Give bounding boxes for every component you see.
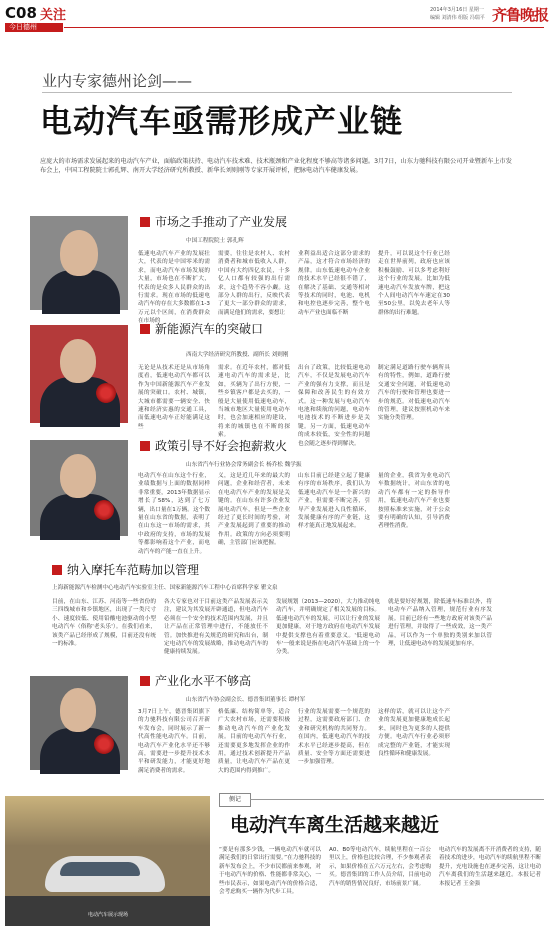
sidebar-headline: 电动汽车离生活越来越近 xyxy=(230,814,440,836)
section-5-col-3: 行业的发展需要一个规范的过程，这需要政府部门、企业和研究机构的共同努力。在国内，低速电动汽车的技术水平已经逐步提高，但在质量、安全等方面还需要进一步加强管理。 xyxy=(298,709,370,766)
expert-photo-5 xyxy=(30,676,128,770)
car-show-photo xyxy=(5,796,210,926)
issue-date: 2014年3月16日 星期一 xyxy=(430,7,484,13)
section-name: 关注 xyxy=(40,8,67,23)
sidebar-col-1: “要是有那多少钱，一辆电动汽车就可以满足我们的日常出行需要。”在力驰科技的新车发布会上，不少市民都前来参观，对于电动汽车的价格、性能都非常关心，一些市民表示，如果电动汽车的价格合适，会考虑购买一辆作为代步工具。 xyxy=(219,847,321,896)
section-5-col-1: 3月7日上午，德晋集团旗下的力驰科技有限公司召开新车发布会，同时展示了新一代高性能电动汽车。目前，电动汽车产业化水平还不够高，需要进一步提升技术水平和研发能力，才能更好地满足消费者的需求。 xyxy=(138,709,210,774)
kicker: 业内专家德州论剑—— xyxy=(42,72,193,90)
section-4-heading: 纳入摩托车范畴加以管理 xyxy=(52,561,199,578)
section-5-byline: 山东省汽车协会副会长、德晋集团董事长 谭村军 xyxy=(186,697,306,703)
kicker-rule xyxy=(42,92,512,93)
sidebar-col-3: 电动汽车的发展离不开消费者的支持，随着技术的进步，电动汽车的续航里程不断提升，充电设施也在逐步完善，这让电动汽车离我们的生活越来越近。本报记者 本报记者 王金强 xyxy=(439,847,541,887)
section-4-byline: 上海新能源汽车检测中心电动汽车实验室主任、国家新能源汽车工程中心首席科学家 瞿文泉 xyxy=(52,585,278,591)
section-2-heading: 新能源汽车的突破口 xyxy=(140,320,263,337)
section-2-byline: 西南大学经济研究所教授、副所长 刘则刚 xyxy=(186,352,289,358)
section-2-col-3: 出台了政策，比较低速电动汽车，不仅是发展电动汽车产业的强有力支撑，而且是保障和改善民生的有效方式。这一种发展与电动汽车电池和续航的问题，电动车电池技术的不断进步是关键。另一方面，低速电动车的成本较低，安全性的问题也会随之逐步得到解决。 xyxy=(298,365,370,447)
section-3-col-3: 山东目前已经建立起了健康有序的市场秩序，我们认为低速电动汽车是一个新兴的产业，但需要不断完善，引导产业发展进入良性循环，发展健康有序的产业链，这样才能真正地发展起来。 xyxy=(298,473,370,530)
section-3-col-2: 义，这是近几年来的最大的问题，企业和经营者，未来在电动汽车产业的发展是关键的。在山东有许多企业发展电动汽车，但是一些企业经过了更长时间的考验，对产业发展起到了重要的推动作用。政策的方向必须要明确，主管部门应该把握。 xyxy=(218,473,290,547)
subsection-name: 今日德州 xyxy=(5,23,63,32)
section-2-col-4: 制定满足道路行驶车辆所具有的特性，例如，道路行驶交通安全问题，对低速电动汽车的行驶和管理也要进一步的规范。对低速电动汽车的管理，建议按照机动车来实施分类管理。 xyxy=(378,365,450,422)
section-4-col-3: 发展规划（2013—2020），大力推动纯电动汽车，并明确规定了相关发展的目标。低速电动汽车的发展，可以让行业的发展更加健康，对于地方政府在电动汽车发展中提供支撑也有着重要意义。'低速电动车'一般来说是指在电动汽车基础上的一个分类。 xyxy=(276,599,380,656)
section-1-heading: 市场之手推动了产业发展 xyxy=(140,213,287,230)
editor-line: 编辑 刘清伟 组版 冯瑞平 xyxy=(430,15,485,21)
section-4-col-4: 就是要好好规划，除低速车标准以外，将电动车产品纳入管理，规范行业有序发展。目前已经有一些地方政府对该类产品进行管理，并取得了一些成效，这一类产品，可以作为一个单独的类别来加以管理，让低速电动车的发展更加有序。 xyxy=(388,599,492,648)
headline: 电动汽车亟需形成产业链 xyxy=(40,102,404,140)
section-1-col-4: 提升，可以说这个行业已经走在世界前列，政府也应该积极鼓励、可以多考虑利好这个行业的发展。比如为低速电动汽车发放车牌，把这个人间电动汽车车速定在30至50公里，以免去老年人等群体的出行难题。 xyxy=(378,251,450,316)
section-4-col-1: 目前，在山东、江苏、河南等一些省份的三四线城市和乡镇地区，出现了一类尺寸小、速度较低、使用铅酸电池驱动的小型电动汽车（俗称'老头乐'）。在我们看来，该类产品已经形成了规模，目前还没有统一的标准。 xyxy=(52,599,156,648)
section-5-col-4: 这样的话，就可以让这个产业的发展更加健康地成长起来，同时也为更多的人提供方便。电动汽车行业必须形成完整的产业链，才能实现良性循环和健康发展。 xyxy=(378,709,450,758)
section-3-col-1: 电动汽车在山东这个行业，业绩数据与上面的数据同样非常重要，2013年数据显示增长了58%，达到了七万辆，出口量在1万辆。这个数量在山东省的数据，表明了在山东这一市场的需求，其中政府的支持，市场的发展等都影响着这个产业，而电动汽车的产能一直在上升。 xyxy=(138,473,210,555)
photo-caption: 电动汽车展示现场 xyxy=(87,912,128,918)
section-2-col-2: 需求。在近年农村，都对低速电动汽车的需求是，比如，买辆为了出行方便，一些乡镇客户都是去买的，一般是大量使用低速电动车，当城市地区大量使用电动车时，也会加速相应的建设，将来的城镇也在不断的探索。 xyxy=(218,365,290,439)
expert-photo-3 xyxy=(30,440,128,536)
sidebar-tag: 侧记 xyxy=(219,793,251,807)
header-meta xyxy=(430,6,490,22)
expert-photo-1 xyxy=(30,216,128,310)
section-5-heading: 产业化水平不够高 xyxy=(140,672,251,689)
header-rule xyxy=(64,27,544,28)
section-4-col-2: 各大专家也对于目前这类产品发展表示关注，建议为其发展开辟通道，但电动汽车必须在一个安全的技术范围内发展，并且让产品在正常管理中进行，不能放任不管。加快推进有关规范的研究和出台，制定电动汽车的发展战略，推动电动汽车的健康持续发展。 xyxy=(164,599,268,656)
page-header xyxy=(0,0,550,32)
section-3-heading: 政策引导不好会抱薪救火 xyxy=(140,437,287,454)
section-5-col-2: 格低廉、结构简单等，适合广大农村市场，还需要积极推动电动汽车的产业化发展。目前的电动汽车行业，还需要更多地发挥企业的作用，通过技术创新提升产品质量，让电动汽车产品在更大的范围内得到推广。 xyxy=(218,709,290,774)
section-1-byline: 中国工程院院士 郭孔辉 xyxy=(186,238,244,244)
section-2-col-1: 无论是从技术还是从市场角度看，低速电动汽车都可以作为中国新能源汽车产业发展的突破口。农村、城镇，大城市都需要一辆安全、快速和经济实惠的交通工具，而低速电动车正好能满足这些 xyxy=(138,365,210,430)
page-number: C08 xyxy=(5,4,37,22)
section-3-col-4: 量的企业，我省为业电动汽车数据统计，对山东省的电动汽车都有一定的指导作用，低速电动汽车产业也要按照标准来实施，对于公众要有明确的认知，引导消费者理性消费。 xyxy=(378,473,450,530)
section-1-col-3: 业利益出适合这部分需求的产品，这才符合市场经济的规律。山东低速电动车企业的技术水平已经很不错了，在解决了基础、交通等相对等技术的同时，电池、电机和电控也逐步完善，整个电动车产业也面临不断 xyxy=(298,251,370,316)
section-3-byline: 山东省汽车行业协会常务副会长 杨乔松 魏学振 xyxy=(186,462,302,468)
expert-photo-2 xyxy=(30,325,128,423)
section-1-col-1: 低速电动汽车产业的发展壮大，代表的是中国零米的需求，而电动汽车市场发展的大量，市场也在不断扩大，代表的是众多人民群众的出行需求。现在市场的低速电动汽车的存在大多数都在1-3万元以个区间，在消费群众在市场的 xyxy=(138,251,210,325)
sidebar-col-2: A0、B0等电动汽车，续航里程在一百公里以上，价格也比较合理，不少参观者表示，如果价格在五六万元左右，会考虑购买。德晋集团的工作人员介绍，目前电动汽车的销售情况良好，市场前景广阔。 xyxy=(329,847,431,887)
lead-paragraph: 应庞大的市场需求发展起来的电动汽车产业，面临政策扶持、电动汽车技术难、技术瓶颈和产业化程度不够高等诸多问题。3月7日，山东力驰科技有限公司开业暨新车上市发布会上，中国工程院院士郭孔辉、南开大学经济研究所教授、新华长刘则刚等专家开展评析，把脉电动汽车健康发展。 xyxy=(40,158,512,174)
newspaper-logo: 齐鲁晚报 xyxy=(492,6,549,24)
section-1-col-2: 需要，往往是农村人、农村消费者和城市低收入人群，中国有大约四亿农民，十多亿人口都有较强的出行需求，这个趋势不容小觑。这部分人群的出行，反映代表了更大一部分群众的需求，而满足他们的需求，要想让 xyxy=(218,251,290,316)
sidebar-rule xyxy=(250,799,544,800)
